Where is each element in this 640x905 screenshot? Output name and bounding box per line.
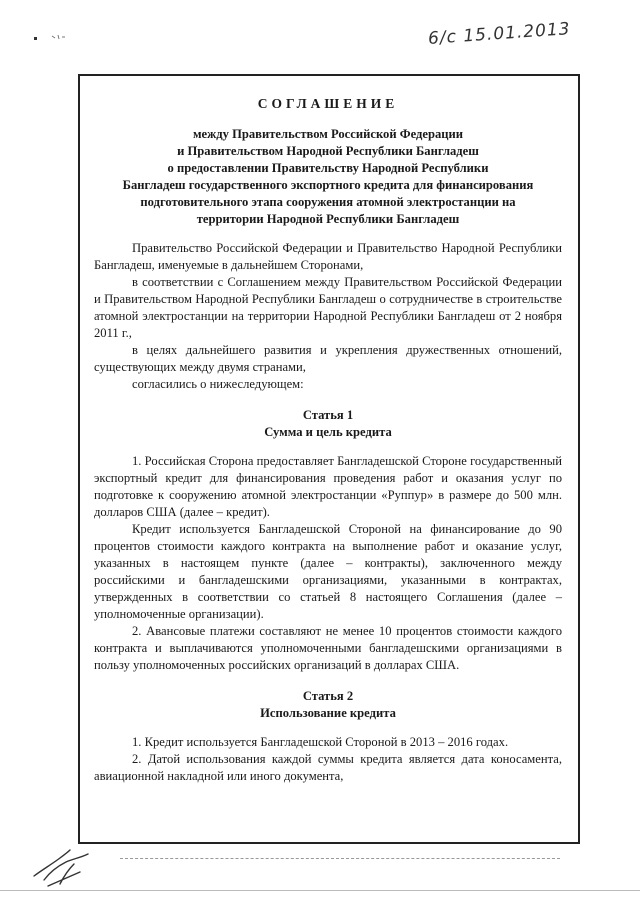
article-1-paragraph: 2. Авансовые платежи составляют не менее 10 процентов стоимости каждого контракта и выплачиваются уполномоченными бангладешскими организациями в пользу уполномоченных российских организаций в долларах США. [94,624,562,672]
article-2-paragraph: 1. Кредит используется Бангладешской Стороной в 2013 – 2016 годах. [132,735,509,749]
article-2-heading: Использование кредита [260,706,396,720]
subtitle-line: подготовительного этапа сооружения атомной электростанции на [140,195,516,209]
subtitle-line: между Правительством Российской Федерации [192,127,464,141]
preamble-paragraph: Правительство Российской Федерации и Правительство Народной Республики Бангладеш, именуемые в дальнейшем Сторонами, [94,241,562,272]
article-2-number: Статья 2 [302,689,354,703]
article-1-title [94,407,562,441]
article-2-title [94,688,562,722]
page-divider [120,858,560,859]
subtitle-line: территории Народной Республики Бангладеш [196,212,460,226]
scan-artifact-mark [34,32,74,44]
subtitle-line: и Правительством Народной Республики Бангладеш [177,144,479,158]
document-title: СОГЛАШЕНИЕ [257,96,399,111]
subtitle-line: о предоставлении Правительству Народной Республики [167,161,489,175]
document-subtitle [94,126,562,228]
document-body [94,96,562,785]
preamble-paragraph: согласились о нижеследующем: [132,377,304,391]
preamble-paragraph: в соответствии с Соглашением между Правительством Российской Федерации и Правительством Народной Республики Бангладеш о сотрудничестве в строительстве атомной электростанции на территории Народной Республики Бангладеш от 2 ноября 2011 г., [94,275,562,340]
preamble-paragraph: в целях дальнейшего развития и укрепления дружественных отношений, существующих между двумя странами, [94,343,562,374]
handwritten-registration-note: 6/с 15.01.2013 [427,19,572,49]
initials-signature [30,842,100,892]
article-1-paragraph: 1. Российская Сторона предоставляет Бангладешской Стороне государственный экспортный кредит для финансирования проведения работ и оказания услуг по подготовке к сооружению атомной электростанции «Руппур» в размере до 500 млн. долларов США (далее – кредит). [94,454,562,519]
document-frame [78,74,580,844]
article-2-paragraph: 2. Датой использования каждой суммы кредита является дата коносамента, авиационной накладной или иного документа, [94,752,562,783]
subtitle-line: Бангладеш государственного экспортного кредита для финансирования [122,178,534,192]
article-1-number: Статья 1 [302,408,354,422]
article-1-heading: Сумма и цель кредита [264,425,392,439]
article-1-paragraph: Кредит используется Бангладешской Стороной на финансирование до 90 процентов стоимости каждого контракта на выполнение работ и оказание услуг, указанных в настоящем пункте (далее – контракты), заключенного между российскими и бангладешскими организациями, указанными в контрактах, утвержденных в соответствии со статьей 8 настоящего Соглашения (далее – уполномоченные организации). [94,522,562,621]
scan-edge-line [0,890,640,891]
